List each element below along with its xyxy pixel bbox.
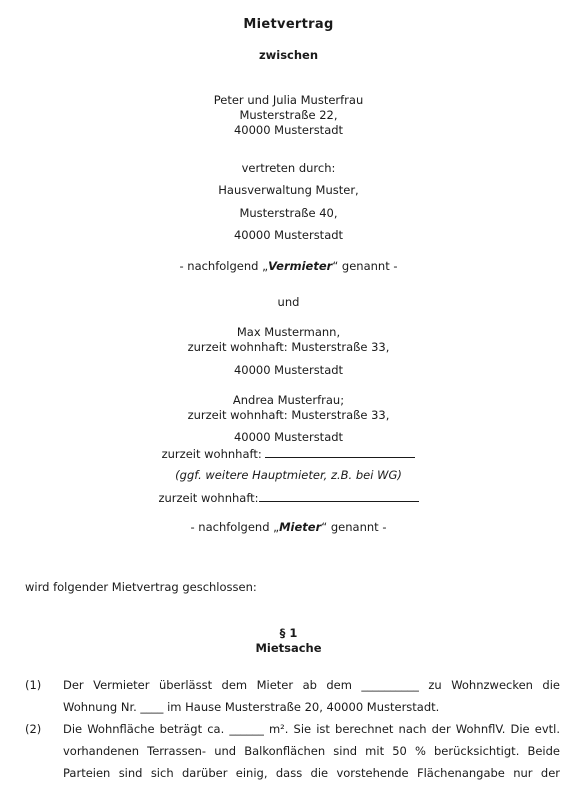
additional-tenant-residence-blank — [0, 490, 577, 506]
landlord-designation-suffix: “ genannt - — [332, 259, 398, 273]
paragraph-line: Wohnung Nr. ____ im Hause Musterstraße 20, 40000 Musterstadt. — [63, 700, 440, 714]
residence-blank-field[interactable] — [259, 490, 419, 502]
paragraph-row — [25, 700, 560, 715]
tenant-designation — [0, 520, 577, 535]
document-title: Mietvertrag — [243, 17, 334, 32]
agency-city: 40000 Musterstadt — [233, 228, 344, 242]
paragraph-row — [25, 678, 560, 693]
represented-by-label: vertreten durch: — [241, 161, 336, 175]
section-number: § 1 — [279, 626, 298, 640]
tenant1-name: Max Mustermann, — [236, 325, 341, 339]
tenant2-city: 40000 Musterstadt — [233, 430, 344, 444]
paragraph-line: Parteien sind sich darüber einig, dass die vorstehende Flächenangabe nur der — [63, 766, 560, 780]
tenant1-residence: zurzeit wohnhaft: Musterstraße 33, — [187, 340, 390, 354]
contract-intro: wird folgender Mietvertrag geschlossen: — [25, 580, 257, 594]
paragraph-line: Die Wohnfläche beträgt ca. ______ m². Sie ist berechnet nach der WohnflV. Die evtl. — [63, 722, 560, 736]
paragraph-line: vorhandenen Terrassen- und Balkonflächen sind mit 50 % berücksichtigt. Beide — [63, 744, 560, 758]
agency-name: Hausverwaltung Muster, — [218, 183, 359, 197]
landlord-designation-prefix: - nachfolgend „ — [179, 259, 269, 273]
landlord-city: 40000 Musterstadt — [233, 123, 344, 137]
and-label: und — [277, 295, 300, 309]
residence-blank-field[interactable] — [265, 446, 415, 458]
between-label: zwischen — [258, 48, 319, 62]
paragraph-row — [25, 722, 560, 737]
paragraph-number: (1) — [25, 678, 42, 692]
paragraph-number: (2) — [25, 722, 42, 736]
tenant2-residence-blank — [0, 446, 577, 462]
tenant2-name: Andrea Musterfrau; — [232, 393, 345, 407]
tenant-designation-prefix: - nachfolgend „ — [190, 520, 280, 534]
tenant-designation-suffix: “ genannt - — [321, 520, 387, 534]
residence-blank-label: zurzeit wohnhaft: — [158, 491, 259, 505]
tenant1-city: 40000 Musterstadt — [233, 363, 344, 377]
paragraph-row — [25, 766, 560, 781]
tenant2-residence: zurzeit wohnhaft: Musterstraße 33, — [187, 408, 390, 422]
section-heading: Mietsache — [255, 641, 322, 655]
paragraph-row — [25, 744, 560, 759]
additional-tenants-note: (ggf. weitere Hauptmieter, z.B. bei WG) — [175, 468, 402, 482]
landlord-names: Peter und Julia Musterfrau — [213, 93, 364, 107]
residence-blank-label: zurzeit wohnhaft: — [161, 447, 266, 461]
tenant-designation-term: Mieter — [279, 520, 322, 534]
agency-street: Musterstraße 40, — [239, 206, 338, 220]
landlord-designation — [0, 259, 577, 274]
landlord-designation-term: Vermieter — [268, 259, 333, 273]
landlord-street: Musterstraße 22, — [239, 108, 338, 122]
paragraph-line: Der Vermieter überlässt dem Mieter ab dem __________ zu Wohnzwecken die — [63, 678, 560, 692]
